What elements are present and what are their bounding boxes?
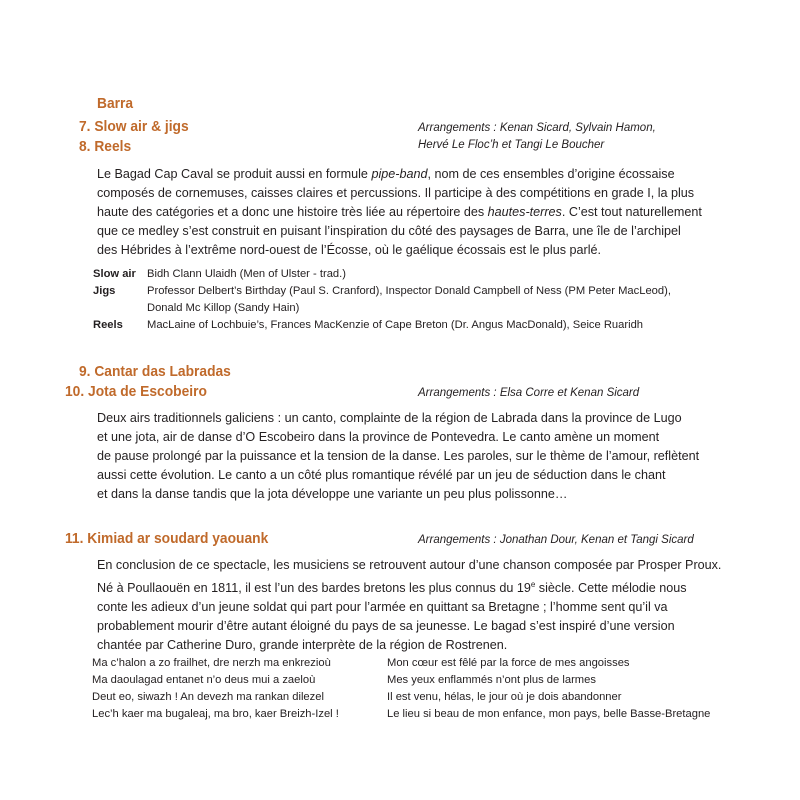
arrangements-credit-2: Arrangements : Elsa Corre et Kenan Sicard <box>418 387 640 399</box>
paragraph-line: et dans la danse tandis que la jota développe une variante un peu plus polissonne… <box>97 487 568 501</box>
tune-label: Reels <box>93 319 123 331</box>
tune-names <box>147 266 346 283</box>
tune-line: MacLaine of Lochbuie’s, Frances MacKenzie of Cape Breton (Dr. Angus MacDonald), Seice Ruaridh <box>147 319 644 331</box>
lyric-line: Ma daoulagad entanet n’o deus mui a zaeloù <box>92 674 316 686</box>
text-span: haute des catégories et a donc une histoire très liée au répertoire des <box>97 205 488 219</box>
description-paragraph-2 <box>97 409 699 504</box>
paragraph-line: et une jota, air de danse d’O Escobeiro dans la province de Pontevedra. Le canto amène un moment <box>97 430 660 444</box>
description-paragraph-3 <box>97 556 721 655</box>
lyric-line: Mes yeux enflammés n’ont plus de larmes <box>387 674 596 686</box>
text-span: composés de cornemuses, caisses claires et percussions. Il participe à des compétitions en grade I, la plus <box>97 186 695 200</box>
superscript: e <box>530 580 536 589</box>
italic-term: pipe-band <box>371 167 428 181</box>
text-span: , nom de ces ensembles d’origine écossaise <box>427 167 675 181</box>
tune-names <box>147 317 643 334</box>
track-title-9: 9. Cantar das Labradas <box>79 363 231 380</box>
paragraph-line <box>97 575 721 598</box>
arrangements-credit-3: Arrangements : Jonathan Dour, Kenan et Tangi Sicard <box>418 534 694 546</box>
text-span: des Hébrides à l’extrême nord-ouest de l’Écosse, où le gaélique écossais est le plus parlé. <box>97 243 602 257</box>
track-title-7: 7. Slow air & jigs <box>79 118 189 135</box>
text-span: Né à Poullaouën en 1811, il est l’un des bardes bretons les plus connus du 19 <box>97 581 531 596</box>
paragraph-line <box>97 222 702 241</box>
tune-line: Professor Delbert’s Birthday (Paul S. Cranford), Inspector Donald Campbell of Ness (PM Peter MacLeod), <box>147 285 671 297</box>
lyric-line: Deut eo, siwazh ! An devezh ma rankan dilezel <box>92 691 324 703</box>
tune-label: Slow air <box>93 268 136 280</box>
text-span: chantée par Catherine Duro, grande interprète de la région de Rostrenen. <box>97 638 508 653</box>
tune-line: Donald Mc Killop (Sandy Hain) <box>147 302 300 314</box>
description-paragraph-1 <box>97 165 702 260</box>
tune-label: Jigs <box>93 285 116 297</box>
paragraph-line: Deux airs traditionnels galiciens : un canto, complainte de la région de Labrada dans la province de Lugo <box>97 411 682 425</box>
text-span: conte les adieux d’un jeune soldat qui part pour l’armée en quittant sa Bretagne ; l’homme sent qu’il va <box>97 600 668 615</box>
tune-row-reels <box>93 317 671 334</box>
tune-row-slow-air <box>93 266 671 283</box>
paragraph-line: de pause prolongé par la puissance et la tension de la danse. Les paroles, sur le thème de l’amour, reflètent <box>97 449 700 463</box>
paragraph-line <box>97 165 702 184</box>
text-span: En conclusion de ce spectacle, les musiciens se retrouvent autour d’une chanson composée par Prosper Proux. <box>97 558 722 572</box>
paragraph-line <box>97 636 721 655</box>
text-span: Le Bagad Cap Caval se produit aussi en formule <box>97 167 372 181</box>
italic-term: hautes-terres <box>487 205 562 219</box>
arrangements-line: Arrangements : Kenan Sicard, Sylvain Hamon, <box>418 122 656 134</box>
text-span: . C’est tout naturellement <box>561 205 702 219</box>
lyric-line: Le lieu si beau de mon enfance, mon pays, belle Basse-Bretagne <box>387 708 711 720</box>
paragraph-line: aussi cette évolution. Le canto a un côté plus romantique révélé par un jeu de séduction dans le chant <box>97 468 666 482</box>
track-title-11: 11. Kimiad ar soudard yaouank <box>65 530 269 547</box>
arrangements-credit-1 <box>418 120 656 154</box>
arrangements-line: Hervé Le Floc’h et Tangi Le Boucher <box>418 139 605 151</box>
paragraph-line <box>97 617 721 636</box>
paragraph-line <box>97 203 702 222</box>
tune-names <box>147 283 671 317</box>
section-heading-barra: Barra <box>97 95 134 112</box>
lyric-line: Ma c’halon a zo frailhet, dre nerzh ma enkrezioù <box>92 657 331 669</box>
text-span: siècle. Cette mélodie nous <box>535 581 687 596</box>
tune-list <box>93 266 671 334</box>
tune-line: Bidh Clann Ulaidh (Men of Ulster - trad.) <box>147 268 346 280</box>
track-title-8: 8. Reels <box>79 138 132 155</box>
lyrics-breton <box>92 655 339 723</box>
lyric-line: Mon cœur est fêlé par la force de mes angoisses <box>387 657 630 669</box>
text-span: que ce medley s’est construit en puisant l’inspiration du côté des paysages de Barra, une île de l’archipel <box>97 224 681 238</box>
paragraph-line <box>97 556 721 575</box>
track-title-10: 10. Jota de Escobeiro <box>65 383 207 400</box>
paragraph-line <box>97 241 702 260</box>
lyrics-french <box>387 655 710 723</box>
tune-row-jigs <box>93 283 671 317</box>
paragraph-line <box>97 598 721 617</box>
lyric-line: Lec’h kaer ma bugaleaj, ma bro, kaer Breizh-Izel ! <box>92 708 339 720</box>
text-span: probablement mourir d’être autant éloigné du pays de sa jeunesse. Le bagad s’est inspiré d’une version <box>97 619 675 634</box>
paragraph-line <box>97 184 702 203</box>
lyric-line: Il est venu, hélas, le jour où je dois abandonner <box>387 691 622 703</box>
